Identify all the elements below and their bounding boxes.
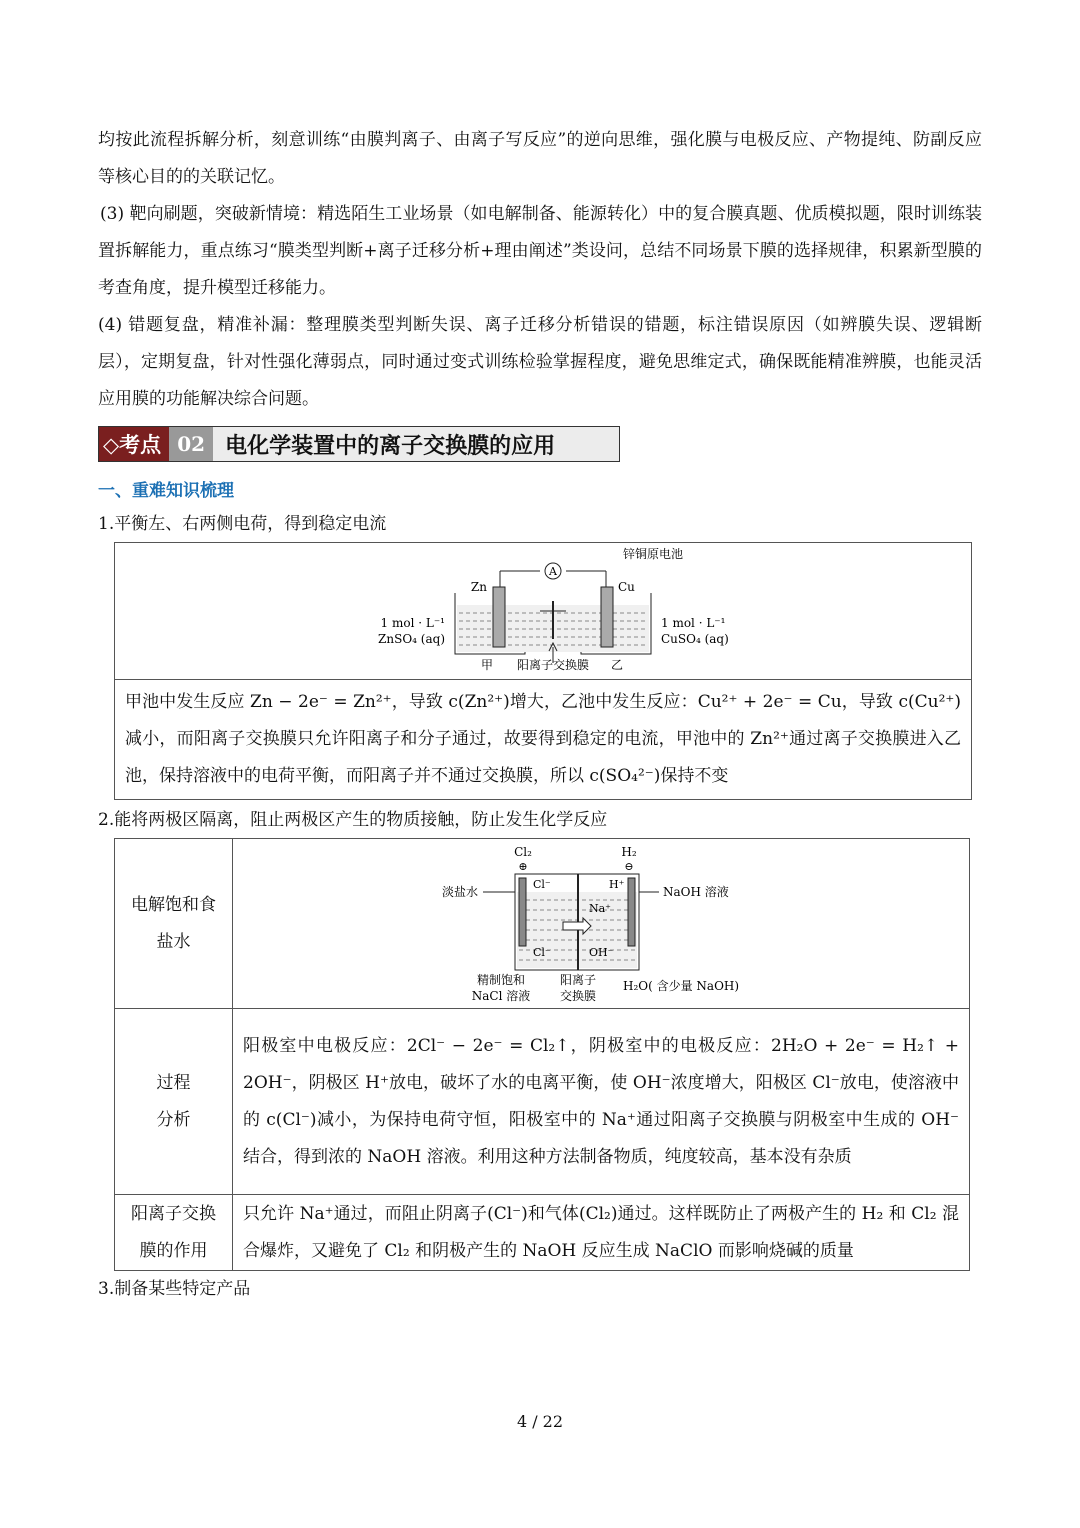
zn-label: Zn	[470, 580, 487, 594]
svg-text:Cl⁻: Cl⁻	[533, 877, 551, 891]
analysis-cell: 阳极室中电极反应：2Cl⁻ − 2e⁻ = Cl₂↑，阴极室中的电极反应：2H₂O + 2e⁻ = H₂↑ + 2OH⁻，阴极区 H⁺放电，破坏了水的电离平衡，使 OH⁻浓度增大，阳极区 Cl⁻放电，使溶液中的 c(Cl⁻)减小，为保持电荷守恒，阳极室中的 Na⁺通过阳离子交换膜与阴极室中生成的 OH⁻结合，得到浓的 NaOH 溶液。利用这种方法制备物质，纯度较高，基本没有杂质	[233, 1009, 970, 1195]
membrane-role-cell: 只允许 Na⁺通过，而阻止阴离子(Cl⁻)和气体(Cl₂)通过。这样既防止了两极产生的 H₂ 和 Cl₂ 混合爆炸，又避免了 Cl₂ 和阴极产生的 NaOH 反应生成 NaClO 而影响烧碱的质量	[233, 1195, 970, 1271]
diagram-cell	[233, 839, 970, 1009]
svg-text:A: A	[549, 565, 557, 578]
zn-electrode	[493, 587, 505, 647]
section-header	[98, 426, 620, 462]
svg-text:NaOH 溶液: NaOH 溶液	[663, 884, 729, 899]
item-heading: 2.能将两极区隔离，阻止两极区产生的物质接触，防止发生化学反应	[98, 810, 608, 830]
paragraph: (3) 靶向刷题，突破新情境：精选陌生工业场景（如电解制备、能源转化）中的复合膜真题、优质模拟题，限时训练装置拆解能力，重点练习“膜类型判断+离子迁移分析+理由阐述”类设问，总结不同场景下膜的选择规律，积累新型膜的考查角度，提升模型迁移能力。	[98, 204, 982, 298]
galvanic-cell-table	[114, 542, 972, 800]
item-heading: 3.制备某些特定产品	[98, 1279, 251, 1299]
svg-text:1 mol · L⁻¹: 1 mol · L⁻¹	[661, 616, 726, 630]
paragraph: 均按此流程拆解分析，刻意训练“由膜判离子、由离子写反应”的逆向思维，强化膜与电极反应、产物提纯、防副反应等核心目的的关联记忆。	[98, 130, 982, 187]
svg-text:精制饱和: 精制饱和	[476, 972, 526, 987]
electrolysis-table	[114, 838, 970, 1271]
section-number: 02	[169, 427, 213, 461]
svg-text:阳离子交换膜: 阳离子交换膜	[516, 658, 590, 672]
svg-text:乙: 乙	[610, 658, 624, 672]
cathode-icon: ⊖	[624, 859, 634, 873]
galvanic-cell-diagram	[115, 543, 971, 679]
item-heading: 1.平衡左、右两侧电荷，得到稳定电流	[98, 514, 387, 534]
section-label: ◇考点	[99, 427, 169, 461]
svg-text:1 mol · L⁻¹: 1 mol · L⁻¹	[380, 616, 445, 630]
anode-icon: ⊕	[518, 859, 528, 873]
paragraph: (4) 错题复盘，精准补漏：整理膜类型判断失误、离子迁移分析错误的错题，标注错误原因（如辨膜失误、逻辑断层），定期复盘，针对性强化薄弱点，同时通过变式训练检验掌握程度，避免思维定式，确保既能精准辨膜，也能灵活应用膜的功能解决综合问题。	[98, 315, 982, 409]
svg-text:H⁺: H⁺	[609, 877, 625, 891]
explanation-cell: 甲池中发生反应 Zn − 2e⁻ = Zn²⁺，导致 c(Zn²⁺)增大，乙池中发生反应：Cu²⁺ + 2e⁻ = Cu，导致 c(Cu²⁺)减小，而阳离子交换膜只允许阳离子和分子通过，故要得到稳定的电流，甲池中的 Zn²⁺通过离子交换膜进入乙池，保持溶液中的电荷平衡，而阳离子并不通过交换膜，所以 c(SO₄²⁻)保持不变	[115, 680, 972, 800]
diagram-cell	[115, 543, 972, 680]
anode	[519, 878, 526, 946]
page-number: 4 / 22	[516, 1412, 564, 1431]
svg-text:Cl₂: Cl₂	[514, 844, 532, 859]
svg-text:甲: 甲	[480, 658, 494, 672]
svg-text:ZnSO₄ (aq): ZnSO₄ (aq)	[378, 632, 445, 646]
svg-text:NaCl 溶液: NaCl 溶液	[471, 988, 531, 1003]
svg-text:阳离子: 阳离子	[559, 972, 597, 987]
row-label: 电解饱和食盐水	[115, 839, 233, 1009]
svg-text:H₂O( 含少量 NaOH): H₂O( 含少量 NaOH)	[623, 978, 740, 993]
subsection-title: 一、重难知识梳理	[98, 481, 234, 501]
svg-text:CuSO₄ (aq): CuSO₄ (aq)	[661, 632, 729, 646]
svg-text:交换膜: 交换膜	[559, 988, 597, 1003]
svg-text:H₂: H₂	[621, 844, 637, 859]
electrolysis-diagram	[233, 840, 969, 1008]
svg-text:OH⁻: OH⁻	[589, 945, 614, 959]
section-title: 电化学装置中的离子交换膜的应用	[213, 427, 619, 461]
svg-text:淡盐水: 淡盐水	[441, 884, 478, 899]
page-content	[98, 122, 982, 1307]
row-label: 阳离子交换 膜的作用	[115, 1195, 233, 1271]
row-label: 过程 分析	[115, 1009, 233, 1195]
svg-text:Na⁺: Na⁺	[589, 901, 611, 915]
cathode	[628, 878, 635, 946]
cu-electrode	[601, 587, 613, 647]
diagram-title: 锌铜原电池	[622, 547, 684, 561]
svg-text:Cl⁻: Cl⁻	[533, 945, 551, 959]
cu-label: Cu	[618, 580, 635, 594]
